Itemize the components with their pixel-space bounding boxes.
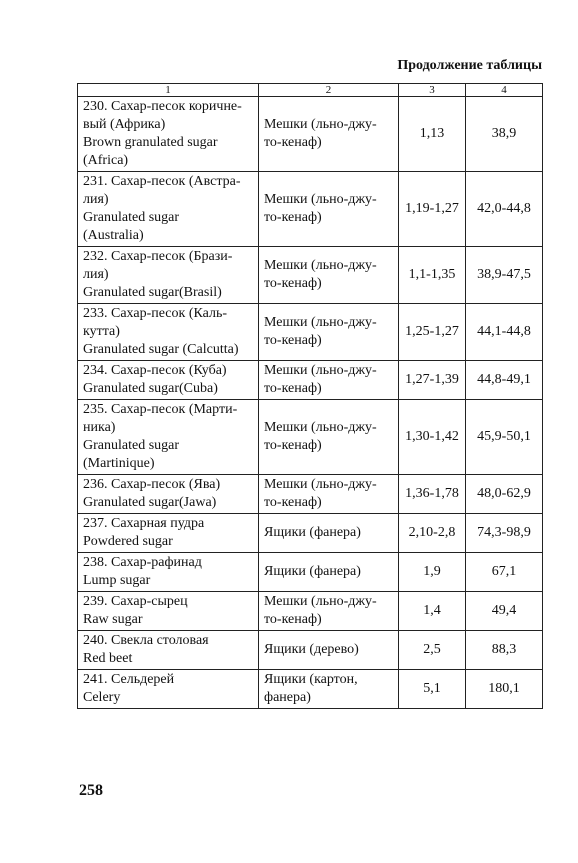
product-name-cell <box>78 514 259 553</box>
product-name-line: Granulated sugar <box>83 210 180 225</box>
product-name-line: Red beet <box>83 651 133 666</box>
column-4-value: 38,9-47,5 <box>466 247 543 304</box>
product-name-line: Granulated sugar(Brasil) <box>83 285 222 300</box>
table-row <box>78 592 543 631</box>
packaging-line: то-кенаф) <box>264 210 322 225</box>
page-number: 258 <box>79 782 103 799</box>
table-row <box>78 670 543 709</box>
column-4-value: 44,8-49,1 <box>466 361 543 400</box>
column-4-value: 44,1-44,8 <box>466 304 543 361</box>
packaging-cell <box>259 592 399 631</box>
column-header-4: 4 <box>466 84 543 97</box>
product-name-line: 231. Сахар-песок (Австра- <box>83 174 241 189</box>
product-name-line: 240. Свекла столовая <box>83 633 209 648</box>
packaging-line: Ящики (фанера) <box>264 525 361 540</box>
product-name-cell <box>78 304 259 361</box>
product-name-line: Granulated sugar <box>83 438 180 453</box>
packaging-line: то-кенаф) <box>264 276 322 291</box>
packaging-line: Ящики (фанера) <box>264 564 361 579</box>
column-header-2: 2 <box>259 84 399 97</box>
packaging-line: Мешки (льно-джу- <box>264 420 377 435</box>
packaging-cell <box>259 97 399 172</box>
column-4-value: 45,9-50,1 <box>466 400 543 475</box>
packaging-cell <box>259 475 399 514</box>
column-4-value: 42,0-44,8 <box>466 172 543 247</box>
packaging-line: Мешки (льно-джу- <box>264 477 377 492</box>
table-row <box>78 304 543 361</box>
packaging-line: Мешки (льно-джу- <box>264 363 377 378</box>
column-3-value: 1,30-1,42 <box>399 400 466 475</box>
column-4-value: 88,3 <box>466 631 543 670</box>
column-3-value: 5,1 <box>399 670 466 709</box>
product-name-line: 241. Сельдерей <box>83 672 175 687</box>
header-row <box>78 84 543 97</box>
packaging-cell <box>259 670 399 709</box>
table-row <box>78 361 543 400</box>
product-name-line: Brown granulated sugar <box>83 135 218 150</box>
product-name-line: лия) <box>83 267 109 282</box>
product-name-line: (Africa) <box>83 153 129 168</box>
column-header-3: 3 <box>399 84 466 97</box>
product-name-cell <box>78 592 259 631</box>
product-name-line: 232. Сахар-песок (Брази- <box>83 249 233 264</box>
column-3-value: 1,9 <box>399 553 466 592</box>
packaging-line: Ящики (картон, <box>264 672 358 687</box>
data-table <box>77 83 543 709</box>
product-name-line: кутта) <box>83 324 120 339</box>
column-4-value: 49,4 <box>466 592 543 631</box>
table-row <box>78 97 543 172</box>
table-row <box>78 400 543 475</box>
table-row <box>78 172 543 247</box>
column-3-value: 1,27-1,39 <box>399 361 466 400</box>
column-3-value: 1,19-1,27 <box>399 172 466 247</box>
column-4-value: 38,9 <box>466 97 543 172</box>
packaging-line: то-кенаф) <box>264 495 322 510</box>
column-3-value: 1,13 <box>399 97 466 172</box>
column-header-1: 1 <box>78 84 259 97</box>
product-name-cell <box>78 172 259 247</box>
product-name-cell <box>78 670 259 709</box>
product-name-line: 234. Сахар-песок (Куба) <box>83 363 227 378</box>
column-3-value: 1,25-1,27 <box>399 304 466 361</box>
packaging-cell <box>259 361 399 400</box>
table-caption: Продолжение таблицы <box>397 58 542 73</box>
product-name-line: Lump sugar <box>83 573 151 588</box>
product-name-line: ника) <box>83 420 116 435</box>
product-name-cell <box>78 361 259 400</box>
table-row <box>78 631 543 670</box>
column-3-value: 1,1-1,35 <box>399 247 466 304</box>
column-4-value: 67,1 <box>466 553 543 592</box>
packaging-line: то-кенаф) <box>264 381 322 396</box>
product-name-cell <box>78 631 259 670</box>
packaging-line: то-кенаф) <box>264 612 322 627</box>
product-name-line: 238. Сахар-рафинад <box>83 555 202 570</box>
product-name-line: Raw sugar <box>83 612 143 627</box>
product-name-cell <box>78 400 259 475</box>
product-name-line: лия) <box>83 192 109 207</box>
table-row <box>78 247 543 304</box>
product-name-line: 236. Сахар-песок (Ява) <box>83 477 221 492</box>
column-4-value: 74,3-98,9 <box>466 514 543 553</box>
product-name-line: (Martinique) <box>83 456 155 471</box>
table-row <box>78 475 543 514</box>
column-4-value: 180,1 <box>466 670 543 709</box>
product-name-line: 239. Сахар-сырец <box>83 594 188 609</box>
packaging-line: то-кенаф) <box>264 333 322 348</box>
packaging-line: Мешки (льно-джу- <box>264 117 377 132</box>
table-row <box>78 514 543 553</box>
column-3-value: 1,4 <box>399 592 466 631</box>
packaging-line: Ящики (дерево) <box>264 642 359 657</box>
product-name-cell <box>78 247 259 304</box>
packaging-line: то-кенаф) <box>264 438 322 453</box>
packaging-line: фанера) <box>264 690 311 705</box>
packaging-line: то-кенаф) <box>264 135 322 150</box>
product-name-line: Granulated sugar(Jawa) <box>83 495 217 510</box>
product-name-line: Celery <box>83 690 121 705</box>
column-3-value: 2,10-2,8 <box>399 514 466 553</box>
product-name-line: (Australia) <box>83 228 144 243</box>
product-name-line: Granulated sugar (Calcutta) <box>83 342 239 357</box>
packaging-cell <box>259 553 399 592</box>
product-name-line: 237. Сахарная пудра <box>83 516 205 531</box>
product-name-line: 230. Сахар-песок коричне- <box>83 99 242 114</box>
product-name-line: 233. Сахар-песок (Каль- <box>83 306 227 321</box>
table-body <box>78 97 543 709</box>
packaging-cell <box>259 631 399 670</box>
packaging-cell <box>259 400 399 475</box>
packaging-cell <box>259 247 399 304</box>
packaging-cell <box>259 304 399 361</box>
product-name-cell <box>78 475 259 514</box>
packaging-line: Мешки (льно-джу- <box>264 315 377 330</box>
column-4-value: 48,0-62,9 <box>466 475 543 514</box>
product-name-line: вый (Африка) <box>83 117 166 132</box>
product-name-cell <box>78 97 259 172</box>
column-3-value: 1,36-1,78 <box>399 475 466 514</box>
product-name-line: 235. Сахар-песок (Марти- <box>83 402 238 417</box>
packaging-cell <box>259 514 399 553</box>
packaging-line: Мешки (льно-джу- <box>264 594 377 609</box>
product-name-cell <box>78 553 259 592</box>
column-3-value: 2,5 <box>399 631 466 670</box>
packaging-line: Мешки (льно-джу- <box>264 192 377 207</box>
packaging-cell <box>259 172 399 247</box>
table-row <box>78 553 543 592</box>
packaging-line: Мешки (льно-джу- <box>264 258 377 273</box>
product-name-line: Powdered sugar <box>83 534 173 549</box>
product-name-line: Granulated sugar(Cuba) <box>83 381 218 396</box>
